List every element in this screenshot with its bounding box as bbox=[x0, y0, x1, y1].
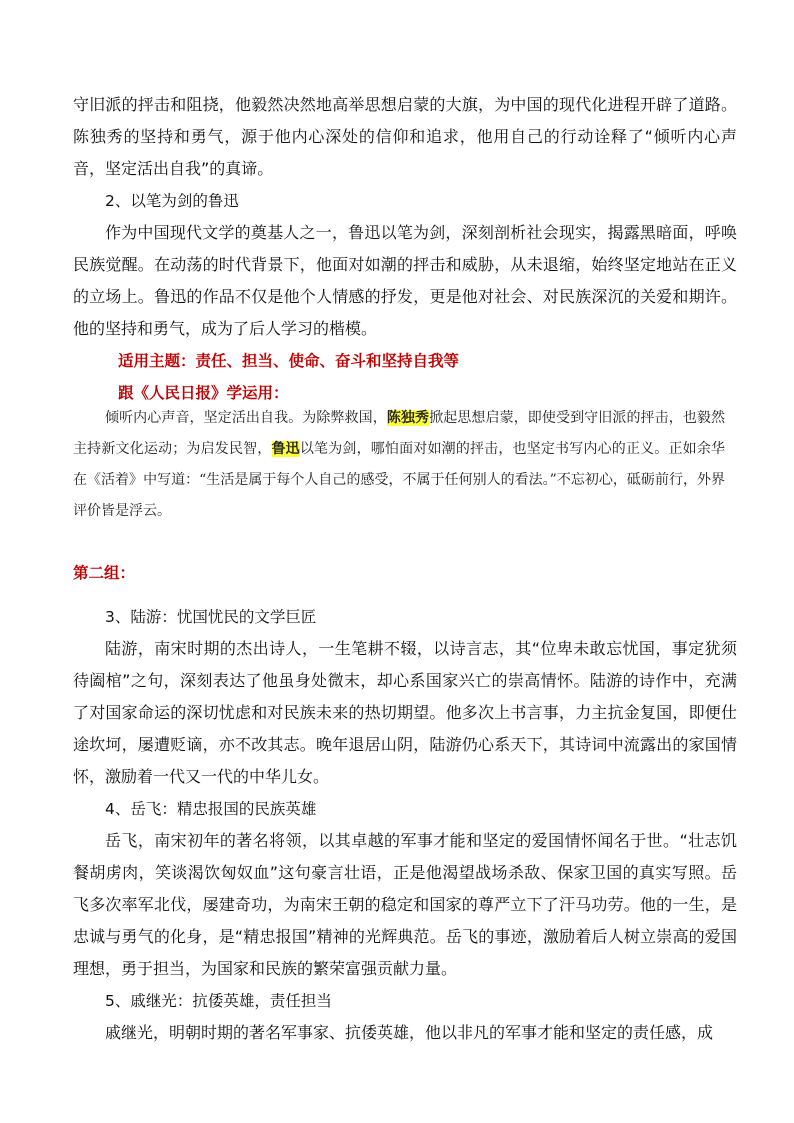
item-3-title: 3、陆游：忧国忧民的文学巨匠 bbox=[105, 608, 317, 626]
item-2-title: 2、以笔为剑的鲁迅 bbox=[105, 192, 239, 210]
highlight-lu-xun: 鲁迅 bbox=[271, 441, 300, 457]
item-5-body: 戚继光，明朝时期的著名军事家、抗倭英雄，他以非凡的军事才能和坚定的责任感，成 bbox=[105, 1023, 714, 1042]
quote-part-1: 倾听内心声音，坚定活出自我。为除弊救国， bbox=[105, 410, 387, 426]
theme-line: 适用主题：责任、担当、使命、奋斗和坚持自我等 bbox=[118, 352, 460, 370]
item-3-body: 陆游，南宋时期的杰出诗人，一生笔耕不辍，以诗言志，其“位卑未敢忘忧国，事定犹须待阖棺”之句，深刻表达了他虽身处微末，却心系国家兴亡的崇高情怀。陆游的诗作中，充满了对国家命运的深切忧虑和对民族未来的热切期望。他多次上书言事，力主抗金复国，即便仕途坎坷，屡遭贬谪，亦不改其志。晚年退居山阴，陆游仍心系天下，其诗词中流露出的家国情怀，激励着一代又一代的中华儿女。 bbox=[73, 639, 737, 786]
example-quote bbox=[73, 403, 725, 527]
quote-part-3: 以笔为剑，哪怕面对如潮的抨击，也坚定书写内心的正义。正如余华在《活着》中写道：“生活是属于每个人自己的感受，不属于任何别人的看法。”不忘初心，砥砺前行，外界评价皆是浮云。 bbox=[73, 441, 726, 519]
paragraph-chen-duxiu-end: 守旧派的抨击和阻挠，他毅然决然地高举思想启蒙的大旗，为中国的现代化进程开辟了道路。陈独秀的坚持和勇气，源于他内心深处的信仰和追求，他用自己的行动诠释了“倾听内心声音，坚定活出自我”的真谛。 bbox=[73, 95, 737, 178]
group-2-heading: 第二组： bbox=[73, 564, 136, 582]
item-2-body: 作为中国现代文学的奠基人之一，鲁迅以笔为剑，深刻剖析社会现实，揭露黑暗面，呼唤民族觉醒。在动荡的时代背景下，他面对如潮的抨击和威胁，从未退缩，始终坚定地站在正义的立场上。鲁迅的作品不仅是他个人情感的抒发，更是他对社会、对民族深沉的关爱和期许。他的坚持和勇气，成为了后人学习的楷模。 bbox=[73, 223, 737, 338]
item-4-title: 4、岳飞：精忠报国的民族英雄 bbox=[105, 800, 317, 818]
learn-heading: 跟《人民日报》学运用： bbox=[118, 384, 289, 402]
item-5-title: 5、戚继光：抗倭英雄，责任担当 bbox=[105, 992, 332, 1010]
item-4-body: 岳飞，南宋初年的著名将领，以其卓越的军事才能和坚定的爱国情怀闻名于世。“壮志饥餐胡虏肉，笑谈渴饮匈奴血”这句豪言壮语，正是他渴望战场杀敌、保家卫国的真实写照。岳飞多次率军北伐，屡建奇功，为南宋王朝的稳定和国家的尊严立下了汗马功劳。他的一生，是忠诚与勇气的化身，是“精忠报国”精神的光辉典范。岳飞的事迹，激励着后人树立崇高的爱国理想，勇于担当，为国家和民族的繁荣富强贡献力量。 bbox=[73, 831, 737, 978]
highlight-chen-duxiu: 陈独秀 bbox=[386, 410, 430, 426]
quote-part-2: 掀起思想启蒙，即使受到守旧派的抨击，也毅然主持新文化运动；为启发民智， bbox=[73, 410, 725, 457]
